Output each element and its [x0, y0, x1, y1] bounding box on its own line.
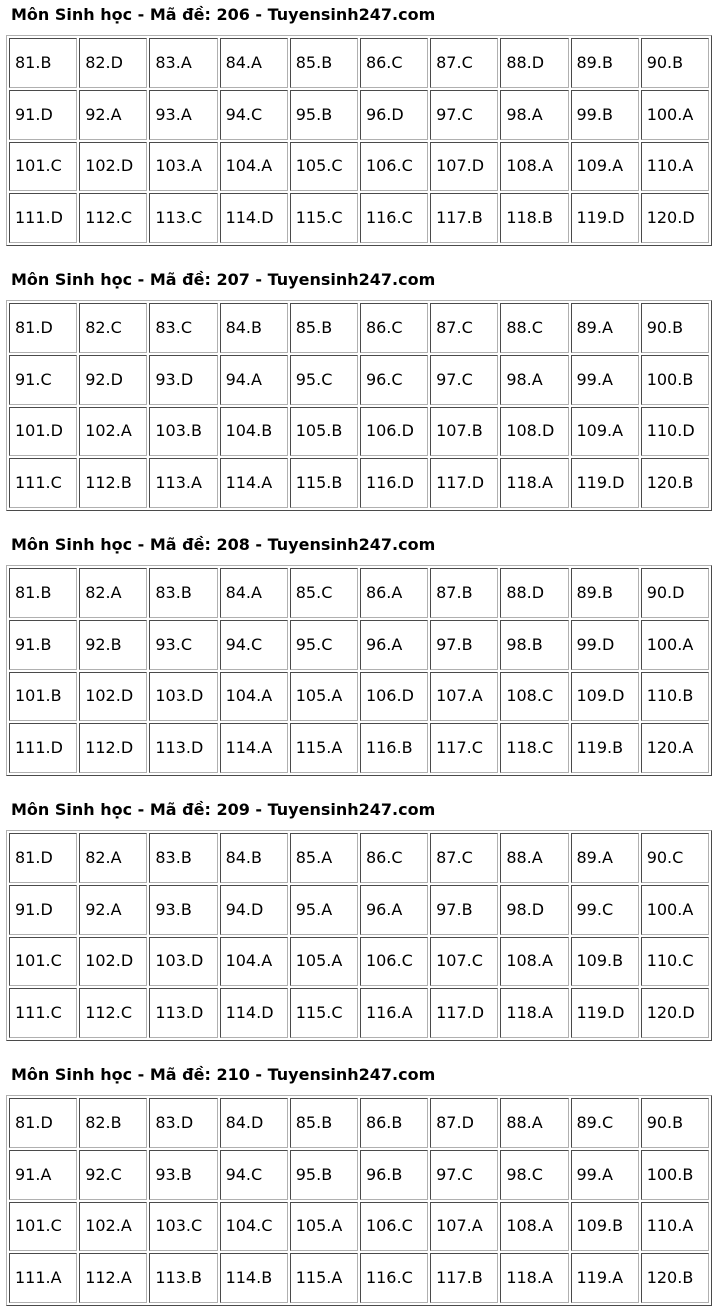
answer-cell: 96.A [360, 885, 428, 935]
answer-cell: 109.A [571, 407, 639, 457]
table-row [9, 937, 709, 987]
answer-cell: 94.D [220, 885, 288, 935]
answer-cell: 111.D [9, 723, 77, 773]
answer-cell: 88.A [500, 1098, 568, 1148]
answer-cell: 118.A [500, 1253, 568, 1303]
answer-cell: 82.B [79, 1098, 147, 1148]
answer-cell: 105.A [290, 672, 358, 722]
answer-cell: 81.D [9, 303, 77, 353]
answer-cell: 84.B [220, 303, 288, 353]
answer-cell: 112.A [79, 1253, 147, 1303]
answer-cell: 91.A [9, 1150, 77, 1200]
answer-cell: 115.B [290, 458, 358, 508]
answer-cell: 90.B [641, 38, 709, 88]
answer-cell: 98.D [500, 885, 568, 935]
answer-cell: 100.B [641, 1150, 709, 1200]
table-row [9, 355, 709, 405]
table-row [9, 1098, 709, 1148]
answer-cell: 114.B [220, 1253, 288, 1303]
answer-cell: 106.C [360, 142, 428, 192]
answer-cell: 82.C [79, 303, 147, 353]
answer-cell: 117.B [430, 1253, 498, 1303]
answer-cell: 97.C [430, 355, 498, 405]
answer-cell: 117.C [430, 723, 498, 773]
answer-cell: 86.C [360, 38, 428, 88]
answer-cell: 81.B [9, 38, 77, 88]
answer-cell: 95.A [290, 885, 358, 935]
answer-cell: 116.A [360, 988, 428, 1038]
answer-cell: 106.D [360, 407, 428, 457]
answer-cell: 103.D [149, 672, 217, 722]
answer-cell: 120.D [641, 988, 709, 1038]
table-row [9, 142, 709, 192]
answer-cell: 102.A [79, 1202, 147, 1252]
answer-cell: 90.B [641, 1098, 709, 1148]
answer-cell: 113.D [149, 988, 217, 1038]
answer-cell: 101.D [9, 407, 77, 457]
answer-cell: 119.D [571, 458, 639, 508]
answer-cell: 94.A [220, 355, 288, 405]
table-row [9, 723, 709, 773]
section-title: Môn Sinh học - Mã đề: 210 - Tuyensinh247.com [11, 1065, 436, 1084]
table-row [9, 303, 709, 353]
answer-cell: 111.C [9, 458, 77, 508]
table-row [9, 833, 709, 883]
answer-cell: 95.C [290, 620, 358, 670]
answer-cell: 99.D [571, 620, 639, 670]
answer-cell: 99.C [571, 885, 639, 935]
answer-cell: 107.C [430, 937, 498, 987]
answer-cell: 99.A [571, 355, 639, 405]
answer-cell: 87.C [430, 303, 498, 353]
answer-cell: 105.C [290, 142, 358, 192]
answer-cell: 120.D [641, 193, 709, 243]
section-title: Môn Sinh học - Mã đề: 209 - Tuyensinh247.com [11, 800, 436, 819]
answer-cell: 119.B [571, 723, 639, 773]
answer-cell: 113.B [149, 1253, 217, 1303]
answer-cell: 93.C [149, 620, 217, 670]
answer-cell: 103.B [149, 407, 217, 457]
answer-cell: 113.D [149, 723, 217, 773]
answer-cell: 107.A [430, 672, 498, 722]
answer-cell: 100.B [641, 355, 709, 405]
answer-cell: 87.D [430, 1098, 498, 1148]
answer-cell: 104.B [220, 407, 288, 457]
answer-cell: 101.C [9, 1202, 77, 1252]
answer-cell: 97.C [430, 90, 498, 140]
answer-cell: 117.D [430, 458, 498, 508]
answer-cell: 101.B [9, 672, 77, 722]
answer-cell: 117.D [430, 988, 498, 1038]
answer-cell: 86.A [360, 568, 428, 618]
answer-cell: 109.B [571, 1202, 639, 1252]
answer-cell: 118.A [500, 458, 568, 508]
answer-cell: 100.A [641, 885, 709, 935]
answer-cell: 97.B [430, 620, 498, 670]
answer-cell: 90.C [641, 833, 709, 883]
answer-cell: 93.B [149, 885, 217, 935]
answer-cell: 89.C [571, 1098, 639, 1148]
answer-cell: 99.B [571, 90, 639, 140]
answer-cell: 105.B [290, 407, 358, 457]
answer-cell: 111.D [9, 193, 77, 243]
answer-cell: 118.B [500, 193, 568, 243]
answer-cell: 97.B [430, 885, 498, 935]
answer-cell: 109.A [571, 142, 639, 192]
answer-cell: 109.B [571, 937, 639, 987]
answer-cell: 89.B [571, 38, 639, 88]
answer-cell: 115.C [290, 988, 358, 1038]
answer-cell: 112.B [79, 458, 147, 508]
answer-cell: 86.C [360, 303, 428, 353]
answer-cell: 87.C [430, 38, 498, 88]
answer-cell: 90.B [641, 303, 709, 353]
answer-cell: 92.C [79, 1150, 147, 1200]
answer-cell: 111.A [9, 1253, 77, 1303]
answer-cell: 103.C [149, 1202, 217, 1252]
section-title: Môn Sinh học - Mã đề: 207 - Tuyensinh247.com [11, 270, 436, 289]
answer-cell: 107.B [430, 407, 498, 457]
answer-cell: 101.C [9, 937, 77, 987]
answer-cell: 108.C [500, 672, 568, 722]
answer-cell: 84.A [220, 38, 288, 88]
answer-cell: 92.D [79, 355, 147, 405]
answer-cell: 116.C [360, 193, 428, 243]
table-row [9, 885, 709, 935]
answer-cell: 107.A [430, 1202, 498, 1252]
answer-cell: 119.D [571, 193, 639, 243]
answer-cell: 85.B [290, 1098, 358, 1148]
answer-cell: 101.C [9, 142, 77, 192]
answer-cell: 93.D [149, 355, 217, 405]
table-row [9, 1150, 709, 1200]
answer-cell: 83.B [149, 568, 217, 618]
answer-cell: 118.C [500, 723, 568, 773]
table-row [9, 1202, 709, 1252]
answer-cell: 100.A [641, 90, 709, 140]
answer-cell: 113.A [149, 458, 217, 508]
answer-cell: 107.D [430, 142, 498, 192]
answer-cell: 85.A [290, 833, 358, 883]
answer-cell: 115.C [290, 193, 358, 243]
answer-cell: 96.D [360, 90, 428, 140]
answer-cell: 116.D [360, 458, 428, 508]
answer-cell: 99.A [571, 1150, 639, 1200]
answer-cell: 106.D [360, 672, 428, 722]
table-row [9, 38, 709, 88]
answer-cell: 102.A [79, 407, 147, 457]
answer-cell: 84.D [220, 1098, 288, 1148]
answer-cell: 106.C [360, 1202, 428, 1252]
answer-cell: 81.D [9, 833, 77, 883]
answer-cell: 85.B [290, 303, 358, 353]
answer-cell: 114.D [220, 193, 288, 243]
answer-cell: 103.A [149, 142, 217, 192]
answer-cell: 83.B [149, 833, 217, 883]
answer-table [6, 1095, 712, 1306]
table-row [9, 672, 709, 722]
answer-cell: 81.B [9, 568, 77, 618]
answer-cell: 93.B [149, 1150, 217, 1200]
answer-cell: 88.D [500, 568, 568, 618]
answer-cell: 113.C [149, 193, 217, 243]
answer-cell: 96.A [360, 620, 428, 670]
answer-cell: 85.B [290, 38, 358, 88]
answer-cell: 110.C [641, 937, 709, 987]
answer-cell: 119.D [571, 988, 639, 1038]
answer-cell: 109.D [571, 672, 639, 722]
answer-cell: 108.A [500, 937, 568, 987]
answer-cell: 88.A [500, 833, 568, 883]
answer-cell: 87.C [430, 833, 498, 883]
answer-cell: 115.A [290, 1253, 358, 1303]
answer-cell: 108.A [500, 142, 568, 192]
answer-cell: 114.A [220, 458, 288, 508]
answer-cell: 103.D [149, 937, 217, 987]
answer-cell: 92.A [79, 90, 147, 140]
answer-cell: 88.D [500, 38, 568, 88]
answer-cell: 86.C [360, 833, 428, 883]
answer-cell: 104.A [220, 937, 288, 987]
answer-cell: 111.C [9, 988, 77, 1038]
answer-cell: 91.D [9, 885, 77, 935]
answer-cell: 94.C [220, 620, 288, 670]
answer-cell: 87.B [430, 568, 498, 618]
answer-cell: 98.C [500, 1150, 568, 1200]
answer-cell: 110.D [641, 407, 709, 457]
answer-cell: 82.A [79, 568, 147, 618]
answer-cell: 102.D [79, 672, 147, 722]
table-row [9, 988, 709, 1038]
answer-cell: 95.C [290, 355, 358, 405]
answer-cell: 92.B [79, 620, 147, 670]
answer-cell: 119.A [571, 1253, 639, 1303]
answer-cell: 98.B [500, 620, 568, 670]
answer-cell: 108.D [500, 407, 568, 457]
answer-cell: 88.C [500, 303, 568, 353]
answer-cell: 102.D [79, 937, 147, 987]
answer-cell: 110.A [641, 142, 709, 192]
answer-cell: 105.A [290, 1202, 358, 1252]
table-row [9, 458, 709, 508]
answer-cell: 85.C [290, 568, 358, 618]
answer-cell: 110.B [641, 672, 709, 722]
answer-cell: 98.A [500, 90, 568, 140]
answer-cell: 84.B [220, 833, 288, 883]
answer-cell: 117.B [430, 193, 498, 243]
answer-cell: 110.A [641, 1202, 709, 1252]
answer-cell: 94.C [220, 90, 288, 140]
answer-cell: 81.D [9, 1098, 77, 1148]
answer-table [6, 830, 712, 1041]
answer-cell: 100.A [641, 620, 709, 670]
table-row [9, 90, 709, 140]
answer-cell: 84.A [220, 568, 288, 618]
answer-cell: 112.D [79, 723, 147, 773]
answer-cell: 97.C [430, 1150, 498, 1200]
answer-cell: 89.A [571, 303, 639, 353]
answer-cell: 98.A [500, 355, 568, 405]
answer-table [6, 300, 712, 511]
answer-cell: 96.C [360, 355, 428, 405]
answer-cell: 94.C [220, 1150, 288, 1200]
answer-cell: 86.B [360, 1098, 428, 1148]
answer-cell: 91.D [9, 90, 77, 140]
answer-cell: 112.C [79, 193, 147, 243]
answer-cell: 83.A [149, 38, 217, 88]
answer-cell: 118.A [500, 988, 568, 1038]
answer-cell: 116.B [360, 723, 428, 773]
answer-cell: 105.A [290, 937, 358, 987]
answer-cell: 116.C [360, 1253, 428, 1303]
section-title: Môn Sinh học - Mã đề: 206 - Tuyensinh247.com [11, 5, 436, 24]
answer-cell: 112.C [79, 988, 147, 1038]
answer-cell: 93.A [149, 90, 217, 140]
section-title: Môn Sinh học - Mã đề: 208 - Tuyensinh247.com [11, 535, 436, 554]
answer-cell: 82.A [79, 833, 147, 883]
answer-table [6, 565, 712, 776]
answer-cell: 106.C [360, 937, 428, 987]
answer-cell: 95.B [290, 90, 358, 140]
answer-cell: 91.C [9, 355, 77, 405]
answer-cell: 92.A [79, 885, 147, 935]
answer-cell: 96.B [360, 1150, 428, 1200]
answer-cell: 104.A [220, 672, 288, 722]
table-row [9, 193, 709, 243]
answer-cell: 102.D [79, 142, 147, 192]
answer-cell: 114.D [220, 988, 288, 1038]
answer-cell: 83.C [149, 303, 217, 353]
table-row [9, 1253, 709, 1303]
answer-cell: 104.C [220, 1202, 288, 1252]
table-row [9, 620, 709, 670]
answer-cell: 108.A [500, 1202, 568, 1252]
table-row [9, 568, 709, 618]
answer-table [6, 35, 712, 246]
answer-cell: 115.A [290, 723, 358, 773]
answer-cell: 82.D [79, 38, 147, 88]
answer-cell: 120.B [641, 458, 709, 508]
answer-cell: 89.B [571, 568, 639, 618]
answer-cell: 90.D [641, 568, 709, 618]
answer-cell: 104.A [220, 142, 288, 192]
answer-cell: 91.B [9, 620, 77, 670]
answer-cell: 120.A [641, 723, 709, 773]
answer-cell: 89.A [571, 833, 639, 883]
answer-cell: 95.B [290, 1150, 358, 1200]
table-row [9, 407, 709, 457]
answer-cell: 83.D [149, 1098, 217, 1148]
answer-cell: 120.B [641, 1253, 709, 1303]
answer-cell: 114.A [220, 723, 288, 773]
